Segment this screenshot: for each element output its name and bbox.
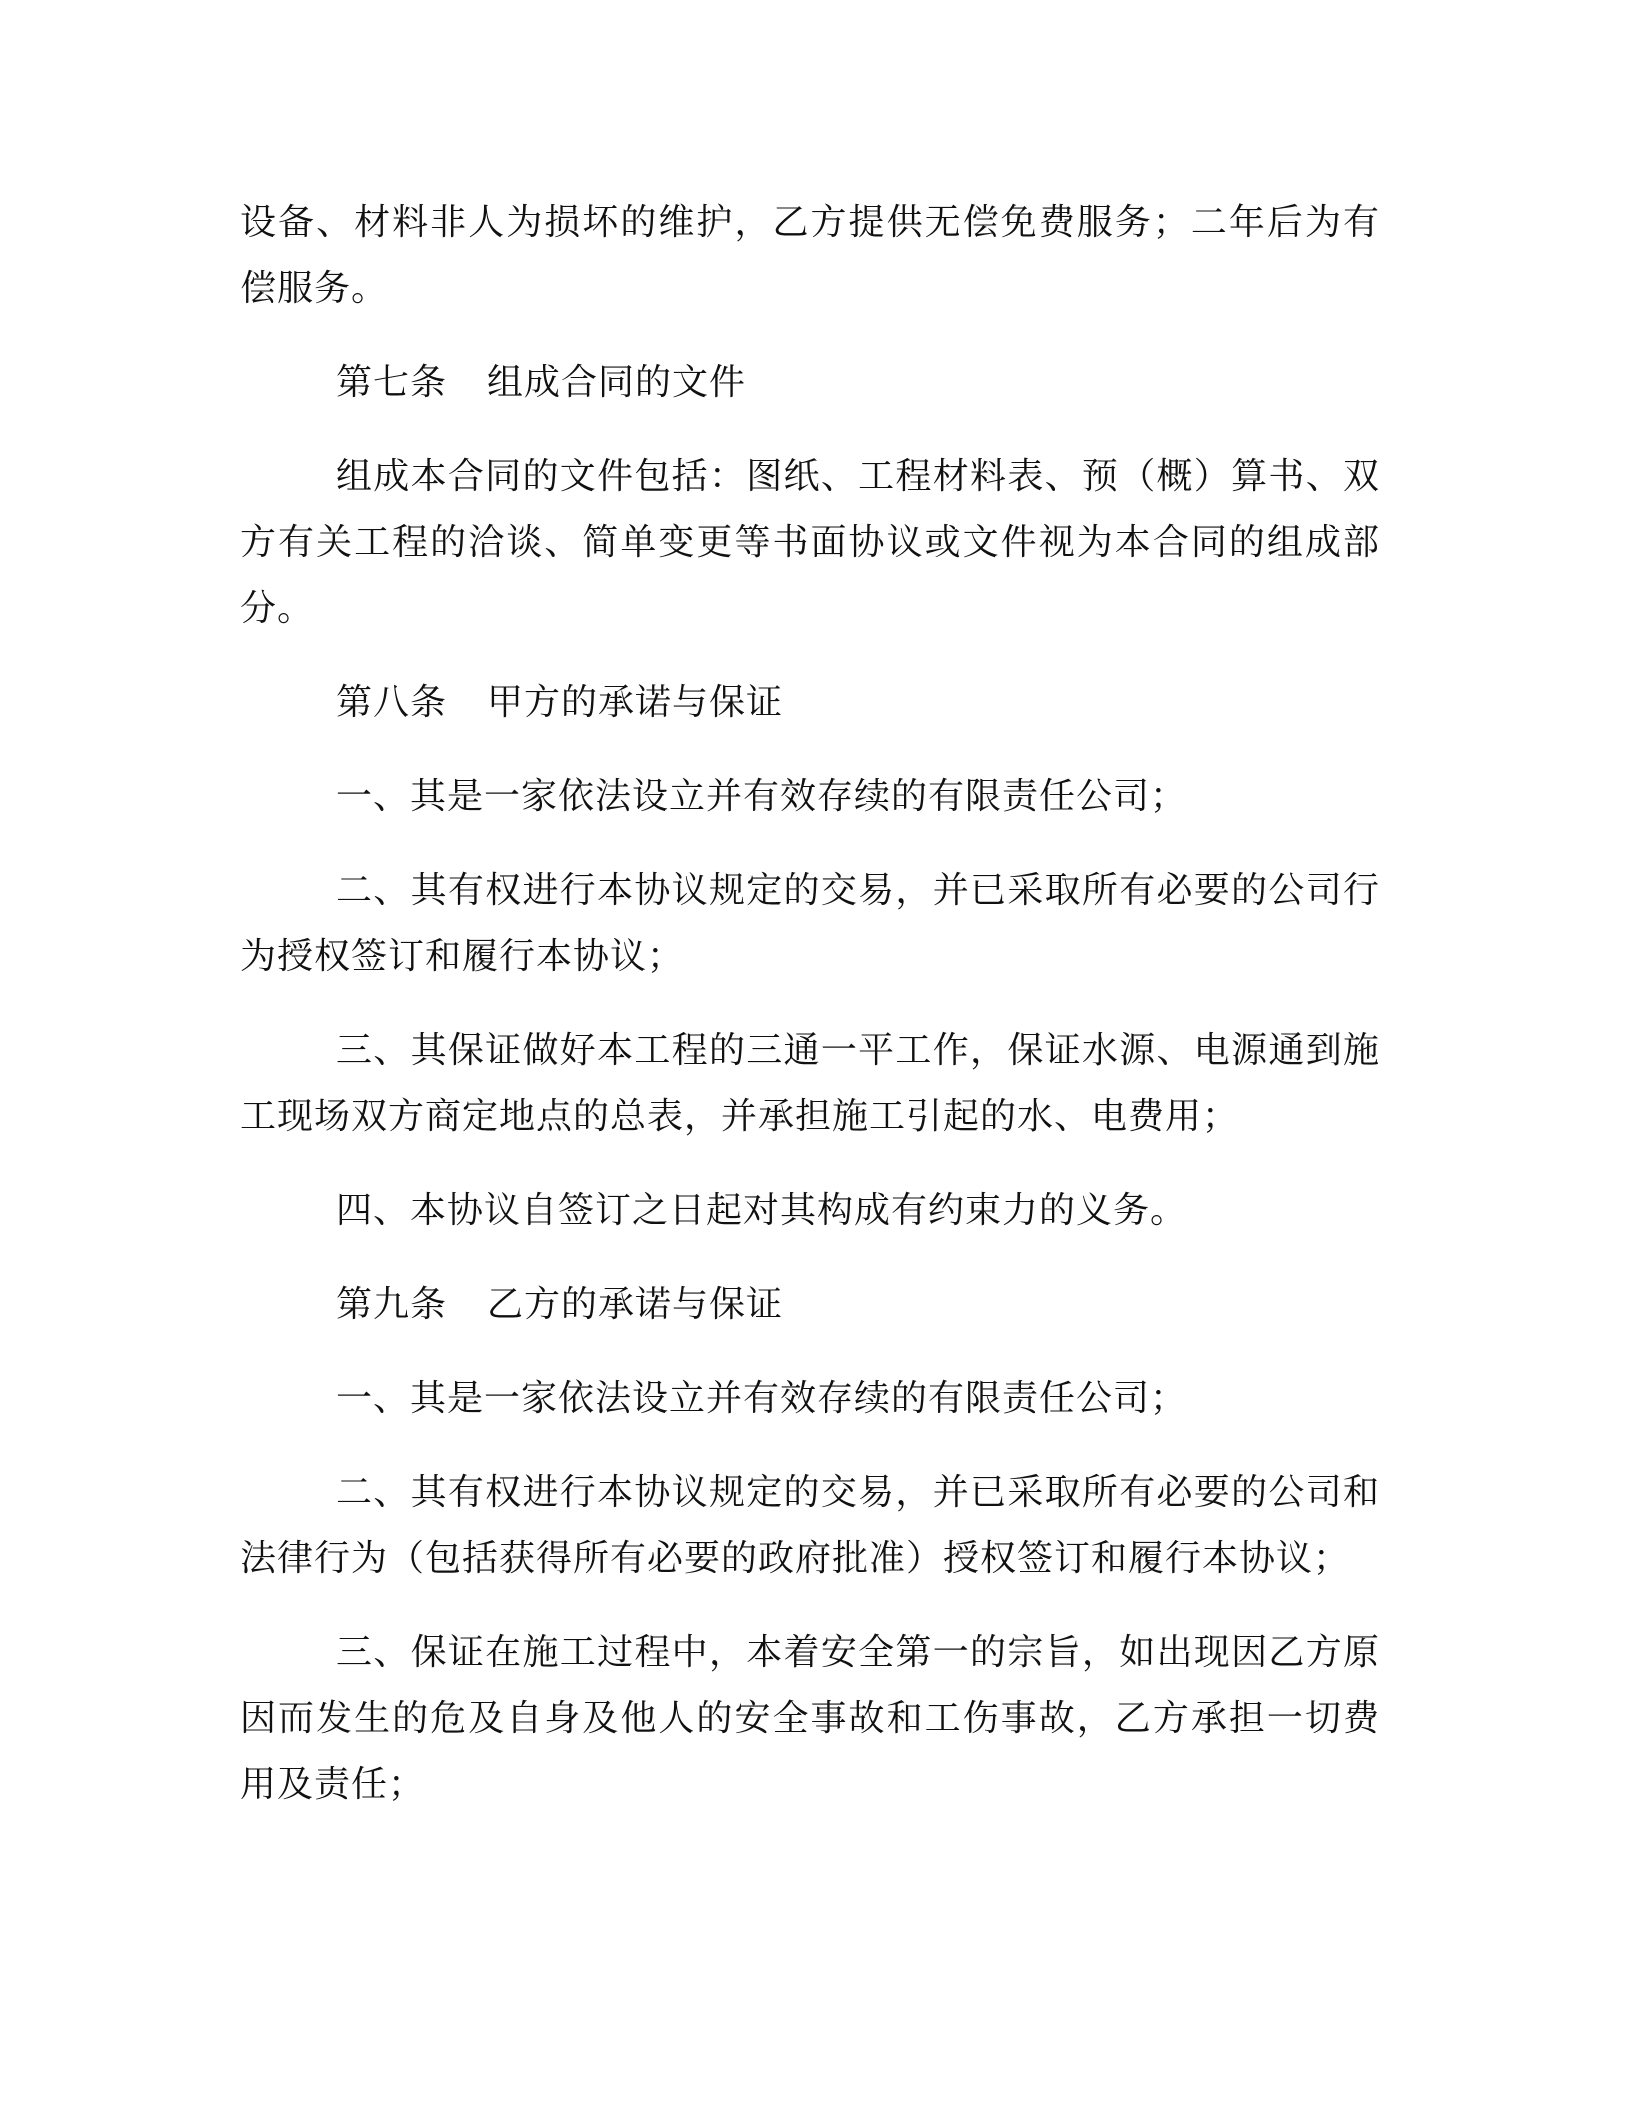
article-7-heading	[240, 350, 1380, 416]
article-9-item-1: 一、其是一家依法设立并有效存续的有限责任公司；	[336, 1378, 1188, 1419]
article-9-title: 乙方的承诺与保证	[487, 1284, 784, 1325]
article-7-body: 组成本合同的文件包括：图纸、工程材料表、预（概）算书、双方有关工程的洽谈、简单变更等书面协议或文件视为本合同的组成部分。	[240, 456, 1380, 629]
article-7-number: 第七条	[336, 362, 448, 403]
document-page	[240, 190, 1380, 1846]
article-9-item-2: 二、其有权进行本协议规定的交易，并已采取所有必要的公司和法律行为（包括获得所有必要的政府批准）授权签订和履行本协议；	[240, 1472, 1380, 1579]
article-9-heading	[240, 1272, 1380, 1338]
article-8-item-1: 一、其是一家依法设立并有效存续的有限责任公司；	[336, 776, 1188, 817]
article-9-number: 第九条	[336, 1284, 448, 1325]
article-8-title: 甲方的承诺与保证	[487, 682, 784, 723]
article-8-heading	[240, 670, 1380, 736]
article-8-number: 第八条	[336, 682, 448, 723]
article-8-item-4: 四、本协议自签订之日起对其构成有约束力的义务。	[336, 1190, 1188, 1231]
article-7-title: 组成合同的文件	[487, 362, 747, 403]
article-8-item-3: 三、其保证做好本工程的三通一平工作，保证水源、电源通到施工现场双方商定地点的总表，并承担施工引起的水、电费用；	[240, 1030, 1380, 1137]
article-9-item-3: 三、保证在施工过程中，本着安全第一的宗旨，如出现因乙方原因而发生的危及自身及他人的安全事故和工伤事故，乙方承担一切费用及责任；	[240, 1632, 1380, 1805]
article-8-item-2: 二、其有权进行本协议规定的交易，并已采取所有必要的公司行为授权签订和履行本协议；	[240, 870, 1380, 977]
paragraph-maintenance: 设备、材料非人为损坏的维护，乙方提供无偿免费服务；二年后为有偿服务。	[240, 202, 1380, 309]
